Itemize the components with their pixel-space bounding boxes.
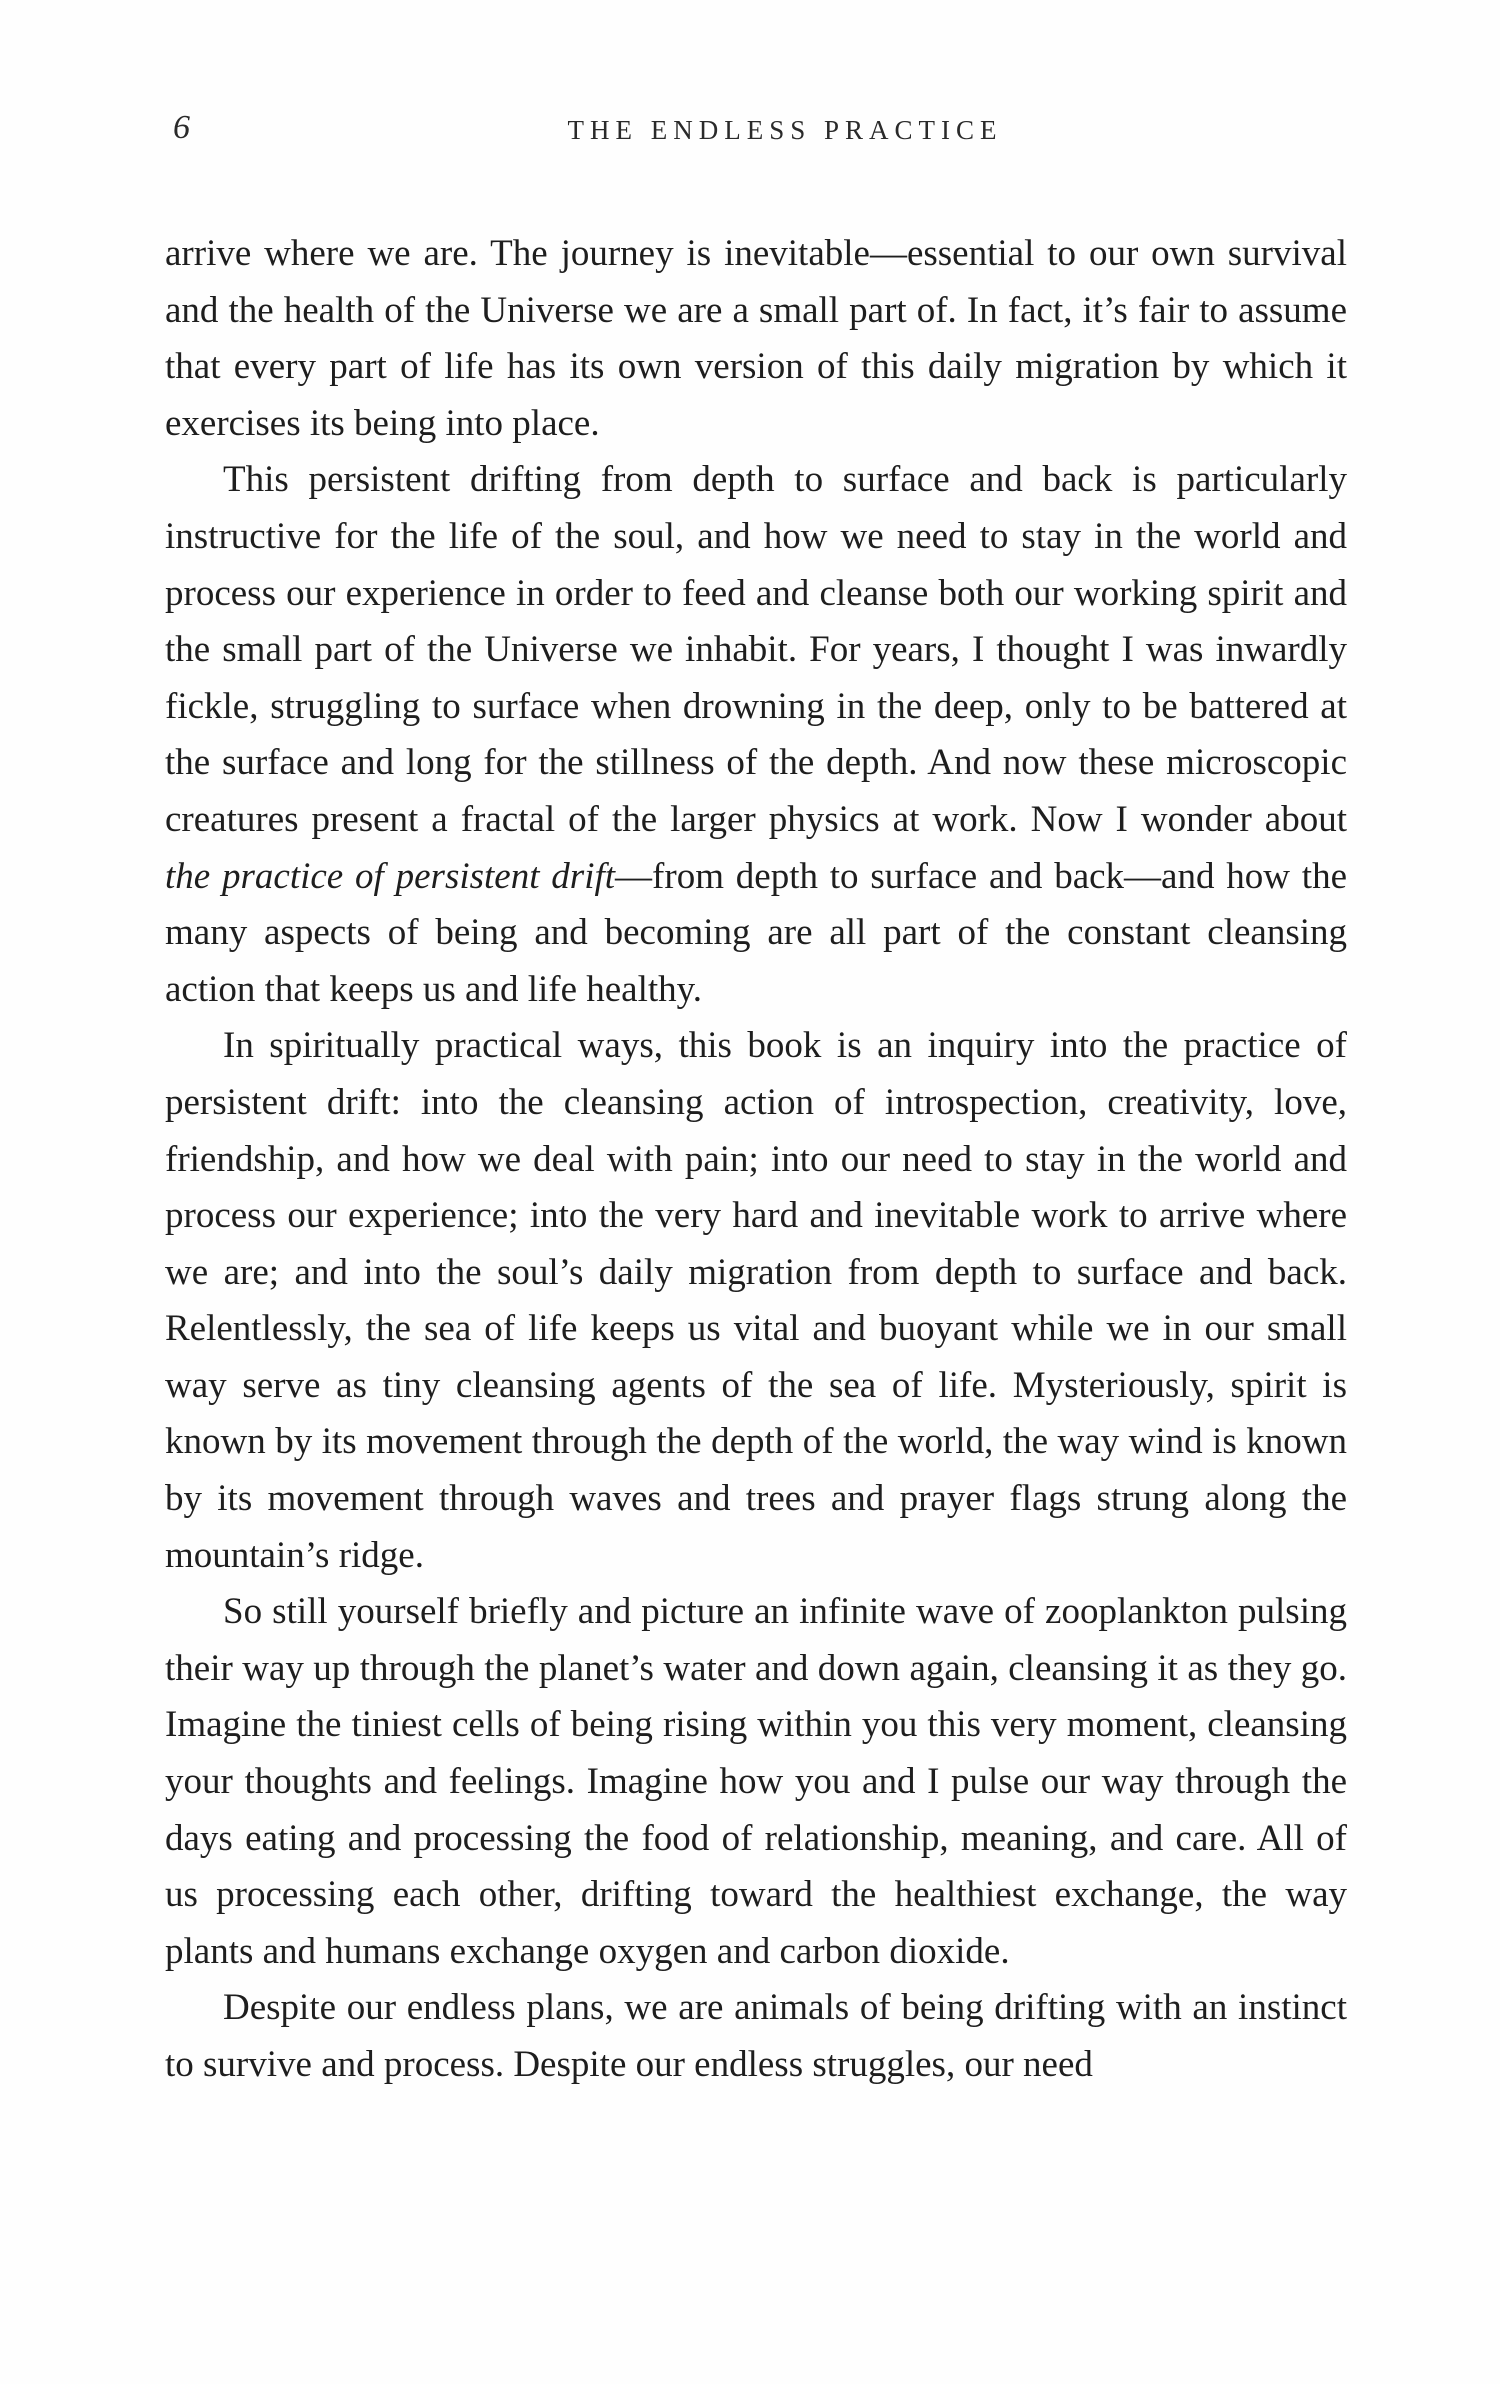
paragraph-1: arrive where we are. The journey is inevitable—essential to our own survival and the health of the Universe we are a small part of. In fact, it’s fair to assume that every part of life has its own version of this daily migration by which it exercises its being into place. [165, 233, 1347, 444]
running-title: THE ENDLESS PRACTICE [567, 115, 1003, 145]
paragraph-3: In spiritually practical ways, this book is an inquiry into the practice of persistent drift: into the cleansing action of introspection, creativity, love, friendship, and how we deal with pain; into our need to stay in the world and process our experience; into the very hard and inevitable work to arrive where we are; and into the soul’s daily migration from depth to surface and back. Relentlessly, the sea of life keeps us vital and buoyant while we in our small way serve as tiny cleansing agents of the sea of life. Mysteriously, spirit is known by its movement through the depth of the world, the way wind is known by its movement through waves and trees and prayer flags strung along the mountain’s ridge. [165, 1025, 1347, 1576]
page-number: 6 [173, 109, 190, 146]
paragraph-2-text-start: This persistent drifting from depth to surface and back is particularly instructive for the life of the soul, and how we need to stay in the world and process our experience in order to feed and cleanse both our working spirit and the small part of the Universe we inhabit. For years, I thought I was inwardly fickle, struggling to surface when drowning in the deep, only to be battered at the surface and long for the stillness of the depth. And now these microscopic creatures present a fractal of the larger physics at work. Now I wonder about [165, 459, 1347, 840]
paragraph-5: Despite our endless plans, we are animals of being drifting with an instinct to survive and process. Despite our endless struggles, our need [165, 1987, 1347, 2085]
paragraph-2-italic-phrase: the practice of persistent drift [165, 855, 616, 897]
body-text [165, 226, 1347, 2094]
paragraph-4: So still yourself briefly and picture an infinite wave of zooplankton pulsing their way up through the planet’s water and down again, cleansing it as they go. Imagine the tiniest cells of being rising within you this very moment, cleansing your thoughts and feelings. Imagine how you and I pulse our way through the days eating and processing the food of relationship, meaning, and care. All of us processing each other, drifting toward the healthiest exchange, the way plants and humans exchange oxygen and carbon dioxide. [165, 1591, 1347, 1972]
paragraph-2 [165, 452, 1347, 1018]
running-header [165, 108, 1345, 158]
paragraph-2-text-end: —from depth to surface and back—and how the many aspects of being and becoming are all part of the constant cleansing action that keeps us and life healthy. [165, 855, 1347, 1010]
